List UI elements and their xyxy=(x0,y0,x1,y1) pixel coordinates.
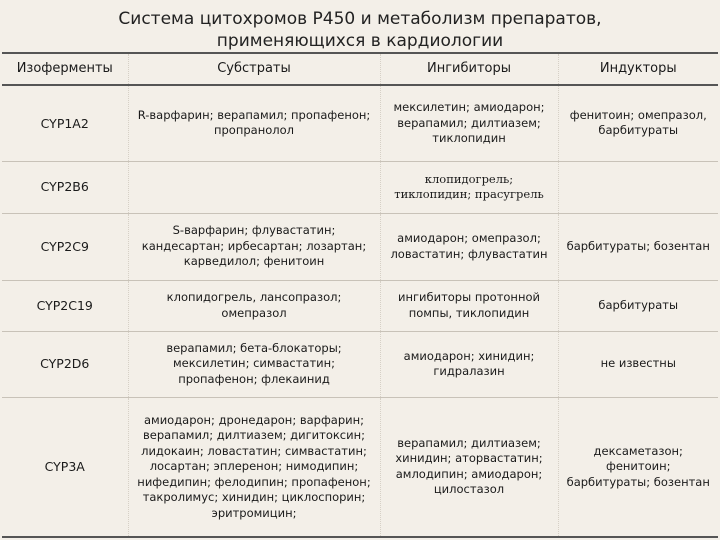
header-inductors: Индукторы xyxy=(558,53,718,85)
isoenzyme-cell: CYP1A2 xyxy=(2,85,128,161)
table-row xyxy=(2,213,718,280)
header-inhibitors: Ингибиторы xyxy=(380,53,558,85)
title-line-1: Система цитохромов Р450 и метаболизм препаратов, xyxy=(118,9,602,29)
table-row xyxy=(2,331,718,397)
substrates-cell: амиодарон; дронедарон; варфарин; верапамил; дилтиазем; дигитоксин; лидокаин; ловастатин; симвастатин; лосартан; эплеренон; нимодипин; нифедипин; фелодипин; пропафенон; такролимус; хинидин; циклоспорин; эритромицин; xyxy=(128,397,380,537)
isoenzyme-cell: CYP2C9 xyxy=(2,213,128,280)
substrates-cell: клопидогрель, лансопразол; омепразол xyxy=(128,280,380,331)
inhibitors-cell: ингибиторы протонной помпы, тиклопидин xyxy=(380,280,558,331)
inhibitors-cell: мексилетин; амиодарон; верапамил; дилтиазем; тиклопидин xyxy=(380,85,558,161)
inhibitors-cell: амиодарон; омепразол; ловастатин; флувастатин xyxy=(380,213,558,280)
inhibitors-cell: клопидогрель; тиклопидин; прасугрель xyxy=(380,161,558,213)
header-substrates: Субстраты xyxy=(128,53,380,85)
isoenzyme-cell: CYP2B6 xyxy=(2,161,128,213)
table-row xyxy=(2,280,718,331)
table-row xyxy=(2,397,718,537)
substrates-cell: R-варфарин; верапамил; пропафенон; пропранолол xyxy=(128,85,380,161)
substrates-cell: верапамил; бета-блокаторы; мексилетин; симвастатин; пропафенон; флекаинид xyxy=(128,331,380,397)
inductors-cell: барбитураты xyxy=(558,280,718,331)
page-title xyxy=(0,8,720,52)
cyp450-table xyxy=(2,52,718,538)
inductors-cell xyxy=(558,161,718,213)
header-isoenzymes: Изоферменты xyxy=(2,53,128,85)
table-row xyxy=(2,85,718,161)
inductors-cell: не известны xyxy=(558,331,718,397)
table-header-row xyxy=(2,53,718,85)
inductors-cell: дексаметазон; фенитоин; барбитураты; бозентан xyxy=(558,397,718,537)
isoenzyme-cell: CYP3A xyxy=(2,397,128,537)
inductors-cell: фенитоин; омепразол, барбитураты xyxy=(558,85,718,161)
table-row xyxy=(2,161,718,213)
isoenzyme-cell: CYP2C19 xyxy=(2,280,128,331)
substrates-cell: S-варфарин; флувастатин; кандесартан; ирбесартан; лозартан; карведилол; фенитоин xyxy=(128,213,380,280)
title-line-2: применяющихся в кардиологии xyxy=(216,31,504,51)
substrates-cell xyxy=(128,161,380,213)
inhibitors-cell: амиодарон; хинидин; гидралазин xyxy=(380,331,558,397)
isoenzyme-cell: CYP2D6 xyxy=(2,331,128,397)
inductors-cell: барбитураты; бозентан xyxy=(558,213,718,280)
inhibitors-cell: верапамил; дилтиазем; хинидин; аторвастатин; амлодипин; амиодарон; цилостазол xyxy=(380,397,558,537)
